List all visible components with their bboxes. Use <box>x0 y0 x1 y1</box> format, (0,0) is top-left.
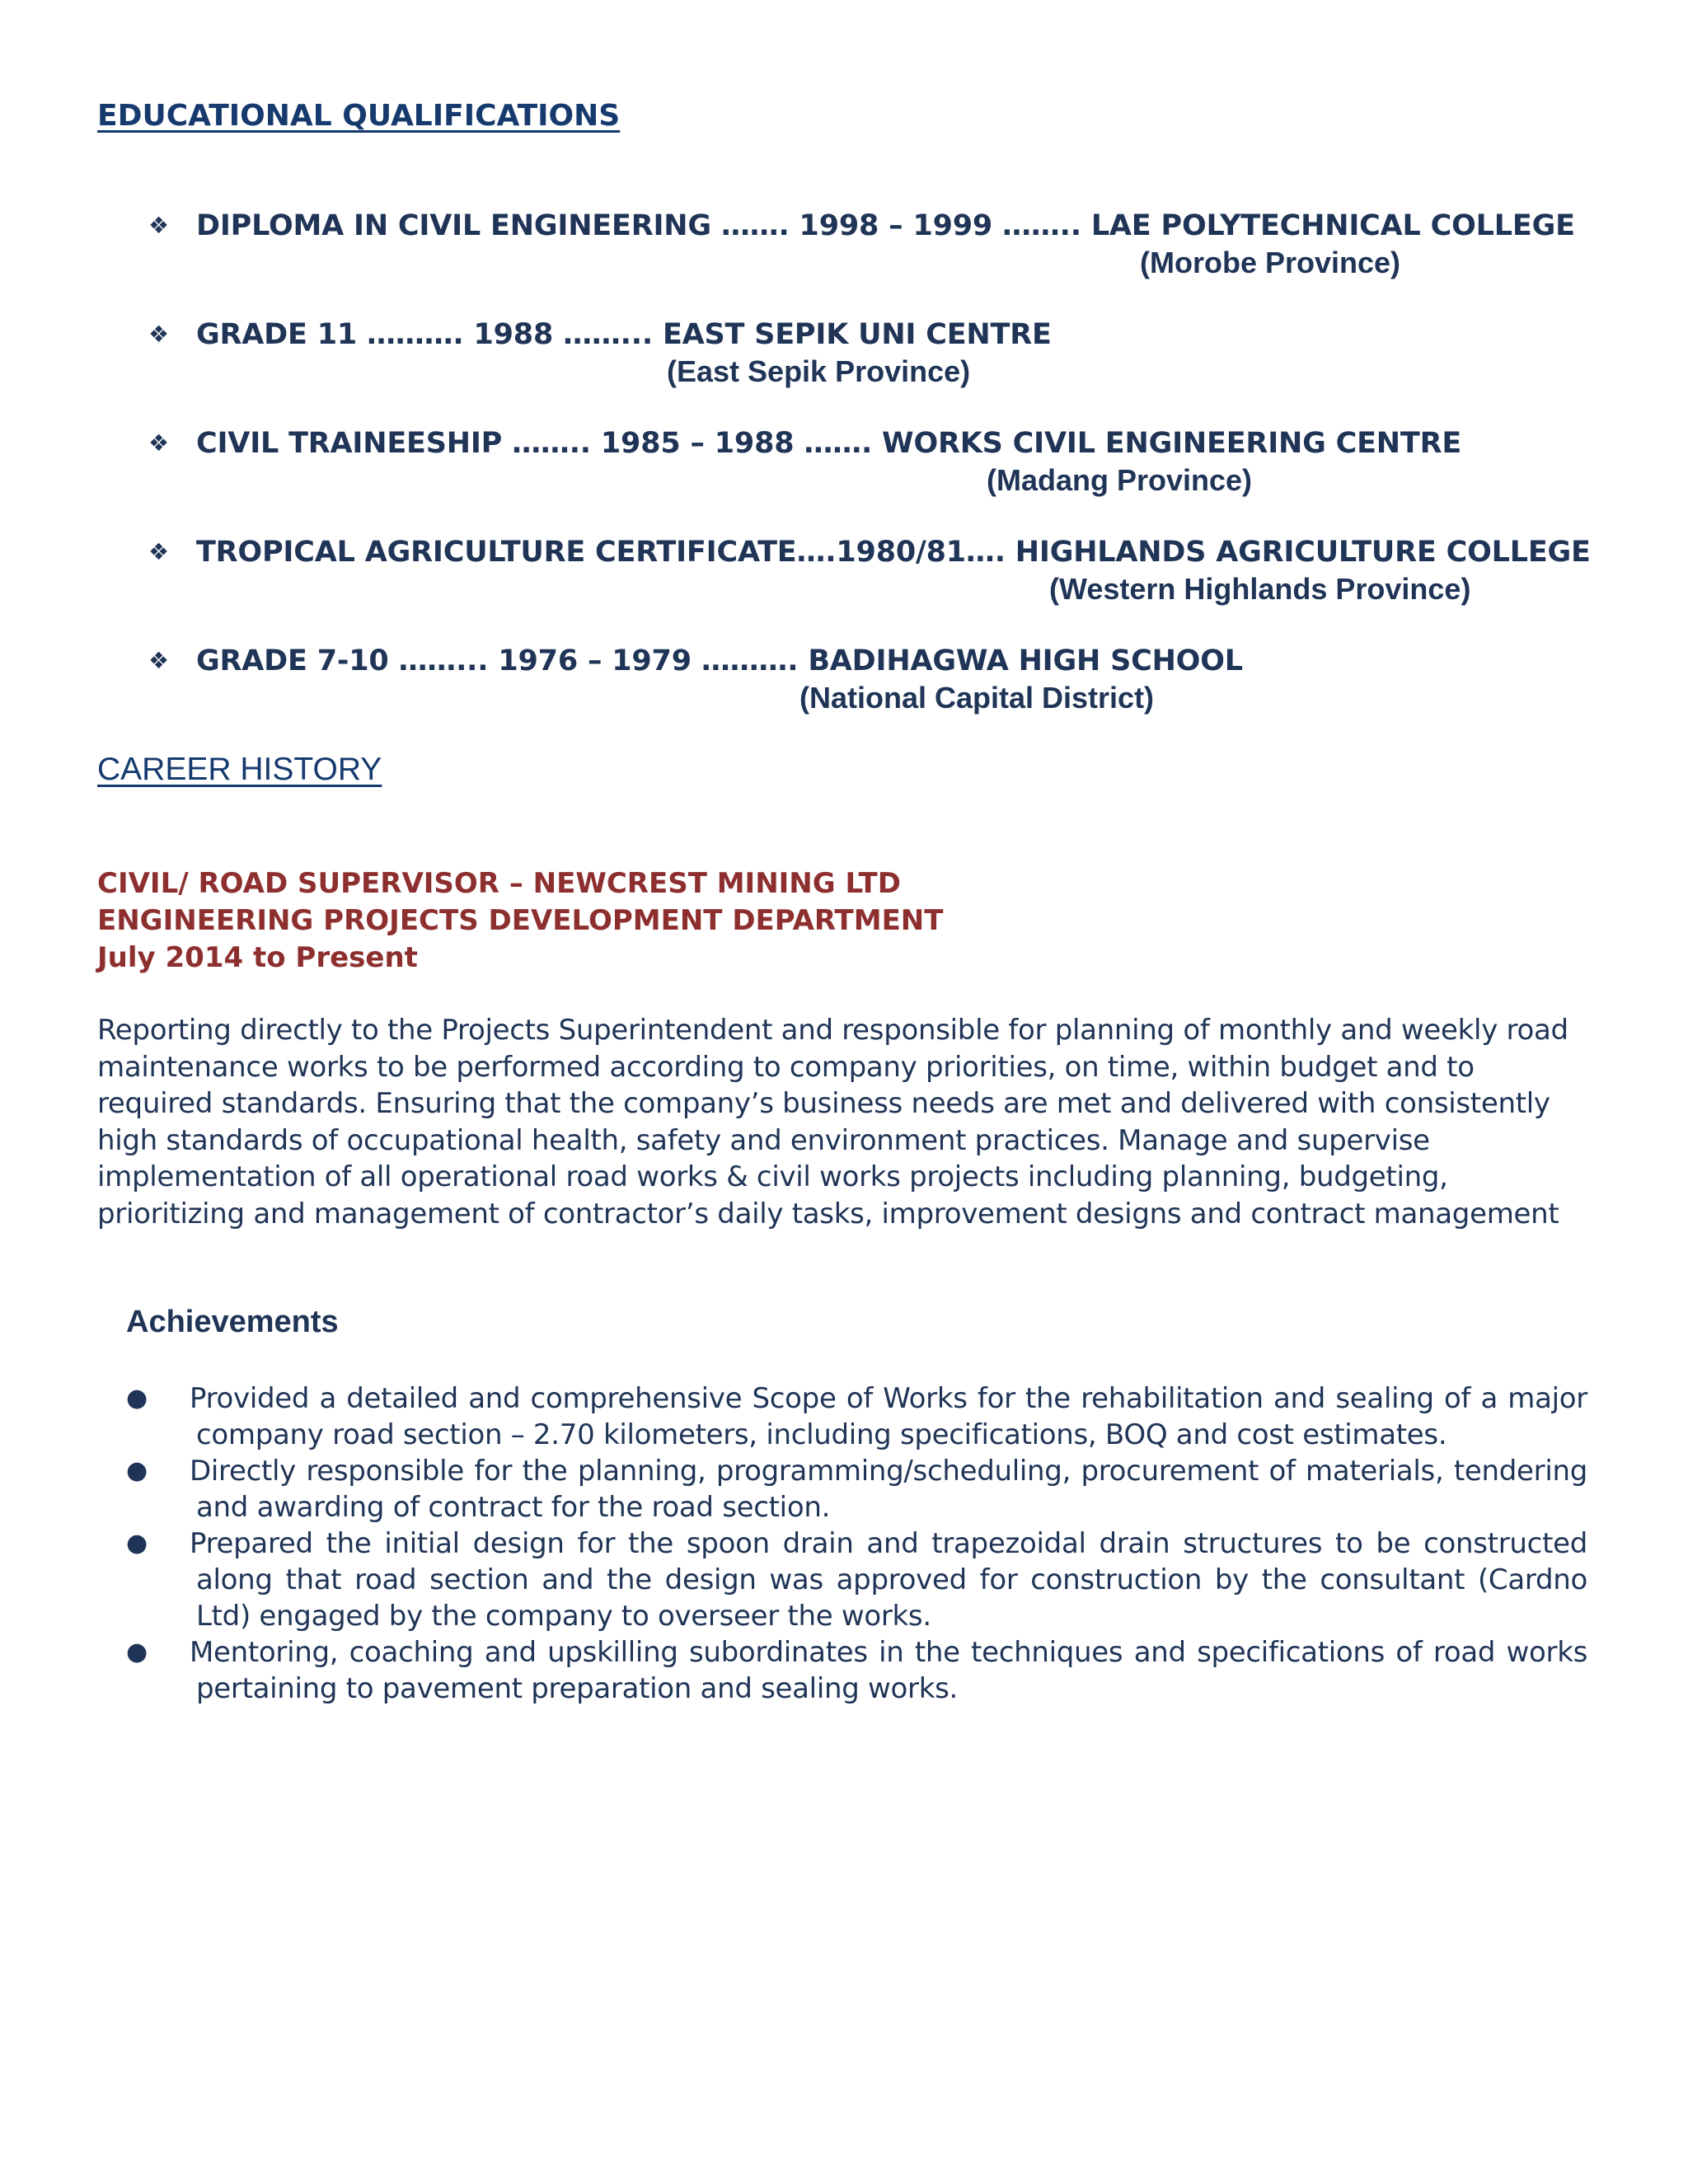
education-item <box>0 536 1688 618</box>
education-item <box>0 644 1688 727</box>
achievement-text: Prepared the initial design for the spoon drain and trapezoidal drain structures to be constructed along that road section and the design was approved for construction by the consultant (Cardno Ltd) engaged by the company to overseer the works. <box>190 1527 1587 1633</box>
education-item <box>0 318 1688 401</box>
achievements-heading: Achievements <box>126 1305 339 1339</box>
education-entry: TROPICAL AGRICULTURE CERTIFICATE….1980/81…. HIGHLANDS AGRICULTURE COLLEGE <box>196 536 1591 569</box>
achievement-item <box>0 1380 1688 1453</box>
education-entry: GRADE 7-10 ……... 1976 – 1979 ………. BADIHAGWA HIGH SCHOOL <box>196 644 1243 677</box>
role-title: CIVIL/ ROAD SUPERVISOR – NEWCREST MINING LTD <box>97 867 901 900</box>
education-province: (National Capital District) <box>799 681 1155 715</box>
education-item <box>0 427 1688 509</box>
diamond-bullet-icon: ❖ <box>148 321 170 348</box>
education-entry: GRADE 11 ………. 1988 ……... EAST SEPIK UNI CENTRE <box>196 318 1052 351</box>
role-header <box>97 865 943 977</box>
achievement-item <box>0 1634 1688 1707</box>
achievement-text: Mentoring, coaching and upskilling subordinates in the techniques and specifications of road works pertaining to pavement preparation and sealing works. <box>190 1636 1587 1705</box>
education-province: (Morobe Province) <box>1140 246 1401 279</box>
bullet-dot-icon: ● <box>126 1456 148 1485</box>
educational-qualifications-heading: EDUCATIONAL QUALIFICATIONS <box>97 99 621 133</box>
achievements-list <box>0 1380 1688 1707</box>
bullet-dot-icon: ● <box>126 1384 148 1413</box>
bullet-dot-icon: ● <box>126 1638 148 1666</box>
achievement-text: Provided a detailed and comprehensive Scope of Works for the rehabilitation and sealing of a major company road section – 2.70 kilometers, including specifications, BOQ and cost estimates. <box>190 1382 1587 1451</box>
diamond-bullet-icon: ❖ <box>148 647 170 674</box>
diamond-bullet-icon: ❖ <box>148 429 170 457</box>
role-description: Reporting directly to the Projects Superintendent and responsible for planning of monthly and weekly road maintenance works to be performed according to company priorities, on time, within budget and to required standards. Ensuring that the company’s business needs are met and delivered with consistently high standards of occupational health, safety and environment practices. Manage and supervise implementation of all operational road works & civil works projects including planning, budgeting, prioritizing and management of contractor’s daily tasks, improvement designs and contract management <box>97 1014 1568 1230</box>
role-department: ENGINEERING PROJECTS DEVELOPMENT DEPARTMENT <box>97 904 944 937</box>
bullet-dot-icon: ● <box>126 1529 148 1558</box>
education-entry: DIPLOMA IN CIVIL ENGINEERING ……. 1998 – 1999 …….. LAE POLYTECHNICAL COLLEGE <box>196 209 1575 242</box>
diamond-bullet-icon: ❖ <box>148 212 170 239</box>
achievement-item <box>0 1526 1688 1634</box>
education-province: (Madang Province) <box>987 463 1253 497</box>
education-province: (East Sepik Province) <box>667 354 971 388</box>
diamond-bullet-icon: ❖ <box>148 538 170 565</box>
education-entry: CIVIL TRAINEESHIP …….. 1985 – 1988 ……. WORKS CIVIL ENGINEERING CENTRE <box>196 427 1462 460</box>
achievement-text: Directly responsible for the planning, programming/scheduling, procurement of materials, tendering and awarding of contract for the road section. <box>190 1455 1587 1524</box>
education-item <box>0 209 1688 292</box>
career-history-heading: CAREER HISTORY <box>97 752 382 787</box>
role-period: July 2014 to Present <box>97 941 418 974</box>
education-province: (Western Highlands Province) <box>1049 572 1471 606</box>
achievement-item <box>0 1453 1688 1526</box>
